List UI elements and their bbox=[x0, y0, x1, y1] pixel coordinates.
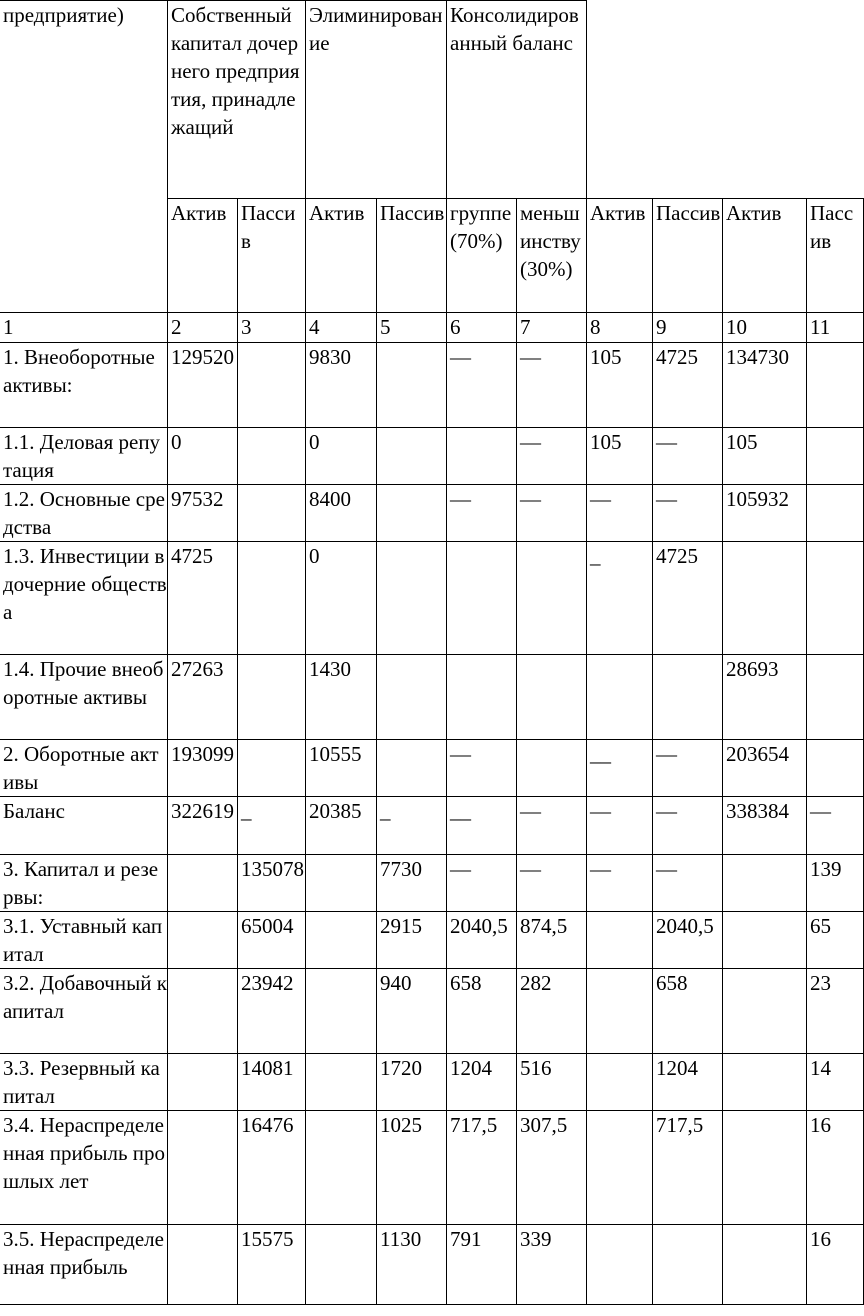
table-cell: _ bbox=[238, 797, 306, 855]
table-row bbox=[0, 428, 864, 485]
table-cell: 9830 bbox=[306, 343, 377, 428]
table-cell bbox=[447, 428, 517, 485]
row-label: 3.4. Нераспределенная прибыль прошлых лет bbox=[0, 1111, 168, 1225]
table-cell: 105932 bbox=[723, 485, 807, 542]
column-number: 2 bbox=[168, 313, 238, 343]
table-row bbox=[0, 797, 864, 855]
table-cell bbox=[587, 1111, 653, 1225]
table-cell bbox=[587, 1054, 653, 1111]
table-cell: __ bbox=[587, 740, 653, 797]
header-enterprise: предприятие) bbox=[0, 1, 168, 313]
table-cell bbox=[377, 655, 447, 740]
table-cell: 658 bbox=[447, 969, 517, 1054]
table-row bbox=[0, 1225, 864, 1305]
table-cell bbox=[306, 1225, 377, 1305]
table-cell: — bbox=[517, 343, 587, 428]
table-row bbox=[0, 1054, 864, 1111]
table-cell: — bbox=[587, 797, 653, 855]
table-cell: — bbox=[653, 485, 723, 542]
table-cell: 0 bbox=[306, 542, 377, 655]
table-cell bbox=[517, 740, 587, 797]
table-cell bbox=[587, 1225, 653, 1305]
table-cell: 940 bbox=[377, 969, 447, 1054]
table-row bbox=[0, 912, 864, 969]
table-cell: 27263 bbox=[168, 655, 238, 740]
table-cell: 2040,5 bbox=[653, 912, 723, 969]
table-cell bbox=[306, 912, 377, 969]
column-number: 11 bbox=[807, 313, 864, 343]
table-cell: — bbox=[447, 343, 517, 428]
table-cell bbox=[168, 1111, 238, 1225]
table-cell bbox=[377, 740, 447, 797]
row-label: 3.2. Добавочный капитал bbox=[0, 969, 168, 1054]
table-cell: 134730 bbox=[723, 343, 807, 428]
table-cell: 16 bbox=[807, 1111, 864, 1225]
table-cell bbox=[723, 542, 807, 655]
table-cell bbox=[517, 655, 587, 740]
table-cell: 717,5 bbox=[447, 1111, 517, 1225]
header-sub-cell: Актив bbox=[168, 199, 238, 313]
column-number: 5 bbox=[377, 313, 447, 343]
table-cell bbox=[168, 912, 238, 969]
header-row-main bbox=[0, 1, 864, 199]
table-cell bbox=[168, 855, 238, 912]
table-cell: — bbox=[517, 485, 587, 542]
table-cell bbox=[807, 428, 864, 485]
table-cell: — bbox=[653, 855, 723, 912]
table-cell: 1025 bbox=[377, 1111, 447, 1225]
header-sub-cell: Актив bbox=[587, 199, 653, 313]
row-label: 1.2. Основные средства bbox=[0, 485, 168, 542]
table-cell: 105 bbox=[587, 428, 653, 485]
table-cell: 65004 bbox=[238, 912, 306, 969]
header-consolidated-balance: Консолидированный баланс bbox=[447, 1, 587, 199]
table-cell: 23 bbox=[807, 969, 864, 1054]
table-cell: 4725 bbox=[168, 542, 238, 655]
table-cell: 338384 bbox=[723, 797, 807, 855]
table-cell bbox=[807, 485, 864, 542]
column-number: 8 bbox=[587, 313, 653, 343]
table-cell bbox=[377, 485, 447, 542]
table-cell bbox=[377, 542, 447, 655]
table-cell: 791 bbox=[447, 1225, 517, 1305]
column-number: 9 bbox=[653, 313, 723, 343]
table-row bbox=[0, 655, 864, 740]
table-cell: 307,5 bbox=[517, 1111, 587, 1225]
table-row bbox=[0, 1111, 864, 1225]
table-cell: — bbox=[653, 428, 723, 485]
table-cell: 105 bbox=[723, 428, 807, 485]
table-cell bbox=[723, 1054, 807, 1111]
row-label: 2. Оборотные активы bbox=[0, 740, 168, 797]
table-cell: 8400 bbox=[306, 485, 377, 542]
table-cell: 2040,5 bbox=[447, 912, 517, 969]
table-cell: 1720 bbox=[377, 1054, 447, 1111]
table-cell bbox=[723, 969, 807, 1054]
table-cell bbox=[807, 740, 864, 797]
table-cell: — bbox=[447, 485, 517, 542]
header-sub-cell: Пассив bbox=[377, 199, 447, 313]
table-cell bbox=[238, 343, 306, 428]
table-cell: 65 bbox=[807, 912, 864, 969]
header-sub-cell: Актив bbox=[723, 199, 807, 313]
header-sub-cell: группе (70%) bbox=[447, 199, 517, 313]
table-cell bbox=[168, 969, 238, 1054]
table-cell: — bbox=[517, 855, 587, 912]
table-cell bbox=[238, 542, 306, 655]
table-cell: 135078 bbox=[238, 855, 306, 912]
table-cell: 282 bbox=[517, 969, 587, 1054]
header-sub-cell: меньшинству (30%) bbox=[517, 199, 587, 313]
table-cell bbox=[306, 855, 377, 912]
table-cell bbox=[238, 485, 306, 542]
header-sub-cell: Пассив bbox=[653, 199, 723, 313]
row-label: 3. Капитал и резервы: bbox=[0, 855, 168, 912]
table-cell: 1130 bbox=[377, 1225, 447, 1305]
table-cell: 16476 bbox=[238, 1111, 306, 1225]
table-cell: 23942 bbox=[238, 969, 306, 1054]
table-cell: — bbox=[587, 855, 653, 912]
row-label: 1.3. Инвестиции в дочерние общества bbox=[0, 542, 168, 655]
table-cell bbox=[238, 428, 306, 485]
table-cell: 717,5 bbox=[653, 1111, 723, 1225]
table-cell: 4725 bbox=[653, 343, 723, 428]
header-sub-cell: Актив bbox=[306, 199, 377, 313]
table-row bbox=[0, 969, 864, 1054]
table-row bbox=[0, 740, 864, 797]
table-cell: _ bbox=[377, 797, 447, 855]
column-number: 3 bbox=[238, 313, 306, 343]
row-label: 3.5. Нераспределенная прибыль bbox=[0, 1225, 168, 1305]
table-cell: 0 bbox=[306, 428, 377, 485]
table-cell: 1430 bbox=[306, 655, 377, 740]
table-cell bbox=[587, 912, 653, 969]
row-label: 3.3. Резервный капитал bbox=[0, 1054, 168, 1111]
table-cell: — bbox=[653, 740, 723, 797]
header-sub-cell: Пассив bbox=[238, 199, 306, 313]
table-cell: 874,5 bbox=[517, 912, 587, 969]
table-cell: — bbox=[587, 485, 653, 542]
header-elimination: Элиминирование bbox=[306, 1, 447, 199]
table-cell bbox=[377, 428, 447, 485]
table-cell bbox=[517, 542, 587, 655]
table-cell bbox=[723, 912, 807, 969]
table-cell bbox=[807, 655, 864, 740]
table-cell: 339 bbox=[517, 1225, 587, 1305]
header-subsidiary-equity: Собственный капитал дочернего предприятия, принадлежащий bbox=[168, 1, 306, 199]
table-cell: __ bbox=[447, 797, 517, 855]
table-cell bbox=[306, 1054, 377, 1111]
table-cell bbox=[587, 969, 653, 1054]
row-label: 3.1. Уставный капитал bbox=[0, 912, 168, 969]
table-cell: 658 bbox=[653, 969, 723, 1054]
table-cell: 0 bbox=[168, 428, 238, 485]
table-cell: 2915 bbox=[377, 912, 447, 969]
table-cell bbox=[723, 1225, 807, 1305]
table-cell bbox=[447, 655, 517, 740]
table-cell bbox=[306, 1111, 377, 1225]
table-cell: 14 bbox=[807, 1054, 864, 1111]
table-cell: 97532 bbox=[168, 485, 238, 542]
table-cell bbox=[306, 969, 377, 1054]
table-cell: 322619 bbox=[168, 797, 238, 855]
table-cell: 139 bbox=[807, 855, 864, 912]
table-cell: 7730 bbox=[377, 855, 447, 912]
table-cell: 16 bbox=[807, 1225, 864, 1305]
table-cell: 4725 bbox=[653, 542, 723, 655]
table-row bbox=[0, 485, 864, 542]
table-cell: 10555 bbox=[306, 740, 377, 797]
column-number: 6 bbox=[447, 313, 517, 343]
table-cell: — bbox=[807, 797, 864, 855]
row-label: Баланс bbox=[0, 797, 168, 855]
table-cell: 203654 bbox=[723, 740, 807, 797]
table-cell: 14081 bbox=[238, 1054, 306, 1111]
table-row bbox=[0, 855, 864, 912]
table-cell bbox=[168, 1054, 238, 1111]
table-cell bbox=[807, 343, 864, 428]
table-cell: 193099 bbox=[168, 740, 238, 797]
table-cell: 1204 bbox=[447, 1054, 517, 1111]
table-cell: 15575 bbox=[238, 1225, 306, 1305]
table-cell: 20385 bbox=[306, 797, 377, 855]
column-number: 1 bbox=[0, 313, 168, 343]
column-number: 7 bbox=[517, 313, 587, 343]
table-cell bbox=[723, 1111, 807, 1225]
table-row bbox=[0, 343, 864, 428]
table-cell bbox=[168, 1225, 238, 1305]
table-cell: 516 bbox=[517, 1054, 587, 1111]
table-row bbox=[0, 542, 864, 655]
table-cell: 105 bbox=[587, 343, 653, 428]
table-cell bbox=[377, 343, 447, 428]
table-cell bbox=[653, 655, 723, 740]
table-cell: 28693 bbox=[723, 655, 807, 740]
table-cell: — bbox=[517, 797, 587, 855]
header-sub-cell: Пассив bbox=[807, 199, 864, 313]
column-number-row bbox=[0, 313, 864, 343]
table-cell bbox=[238, 740, 306, 797]
table-cell bbox=[653, 1225, 723, 1305]
table-cell: — bbox=[653, 797, 723, 855]
table-cell bbox=[587, 655, 653, 740]
table-cell: _ bbox=[587, 542, 653, 655]
column-number: 4 bbox=[306, 313, 377, 343]
table-cell bbox=[238, 655, 306, 740]
table-cell: — bbox=[447, 740, 517, 797]
table-cell bbox=[807, 542, 864, 655]
table-cell bbox=[447, 542, 517, 655]
row-label: 1.1. Деловая репутация bbox=[0, 428, 168, 485]
table-cell: — bbox=[447, 855, 517, 912]
table-cell bbox=[723, 855, 807, 912]
row-label: 1.4. Прочие внеоборотные активы bbox=[0, 655, 168, 740]
table-cell: — bbox=[517, 428, 587, 485]
table-cell: 1204 bbox=[653, 1054, 723, 1111]
column-number: 10 bbox=[723, 313, 807, 343]
table-cell: 129520 bbox=[168, 343, 238, 428]
row-label: 1. Внеоборотные активы: bbox=[0, 343, 168, 428]
